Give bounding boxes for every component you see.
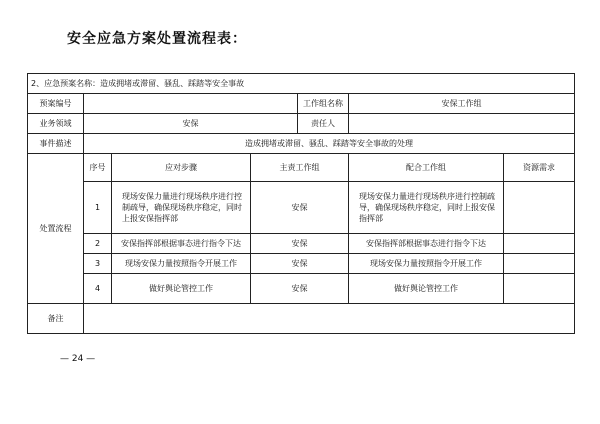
header-steps: 应对步骤: [112, 154, 251, 182]
responsible-label: 责任人: [298, 114, 349, 134]
step-text: 现场安保力量按照指令开展工作: [112, 254, 251, 274]
step-text: 安保指挥部根据事态进行指令下达: [112, 234, 251, 254]
plan-number-row: [28, 94, 575, 114]
remarks-label: 备注: [28, 304, 84, 334]
step-coop-group: 做好舆论管控工作: [349, 274, 504, 304]
group-name-label: 工作组名称: [298, 94, 349, 114]
step-main-group: 安保: [251, 254, 349, 274]
step-main-group: 安保: [251, 182, 349, 234]
process-header-row: [28, 154, 575, 182]
step-resource: [504, 182, 575, 234]
step-coop-group: 安保指挥部根据事态进行指令下达: [349, 234, 504, 254]
step-main-group: 安保: [251, 274, 349, 304]
plan-header-row: [28, 74, 575, 94]
step-coop-group: 现场安保力量按照指令开展工作: [349, 254, 504, 274]
page-title: 安全应急方案处置流程表：: [67, 31, 247, 47]
table-row: [28, 234, 575, 254]
step-text: 做好舆论管控工作: [112, 274, 251, 304]
remarks-value: [84, 304, 575, 334]
header-coop-group: 配合工作组: [349, 154, 504, 182]
step-no: 1: [84, 182, 112, 234]
step-no: 4: [84, 274, 112, 304]
step-resource: [504, 234, 575, 254]
table-row: [28, 182, 575, 234]
group-name-value: 安保工作组: [349, 94, 575, 114]
table-row: [28, 254, 575, 274]
business-row: [28, 114, 575, 134]
process-label: 处置流程: [28, 154, 84, 304]
emergency-plan-table: [27, 73, 575, 334]
header-main-group: 主责工作组: [251, 154, 349, 182]
responsible-value: [349, 114, 575, 134]
page-number: — 24 —: [60, 354, 96, 364]
step-coop-group: 现场安保力量进行现场秩序进行控制疏导，确保现场秩序稳定，同时上报安保指挥部: [349, 182, 504, 234]
plan-number-label: 预案编号: [28, 94, 84, 114]
plan-name: 2、应急预案名称：造成拥堵或滞留、骚乱、踩踏等安全事故: [28, 74, 575, 94]
event-row: [28, 134, 575, 154]
step-text: 现场安保力量进行现场秩序进行控制疏导，确保现场秩序稳定，同时上报安保指挥部: [112, 182, 251, 234]
plan-number-value: [84, 94, 298, 114]
business-value: 安保: [84, 114, 298, 134]
step-resource: [504, 274, 575, 304]
step-no: 2: [84, 234, 112, 254]
step-no: 3: [84, 254, 112, 274]
header-no: 序号: [84, 154, 112, 182]
step-resource: [504, 254, 575, 274]
step-main-group: 安保: [251, 234, 349, 254]
remarks-row: [28, 304, 575, 334]
business-label: 业务领域: [28, 114, 84, 134]
table-row: [28, 274, 575, 304]
event-description: 造成拥堵或滞留、骚乱、踩踏等安全事故的处理: [84, 134, 575, 154]
header-resource: 资源需求: [504, 154, 575, 182]
event-label: 事件描述: [28, 134, 84, 154]
